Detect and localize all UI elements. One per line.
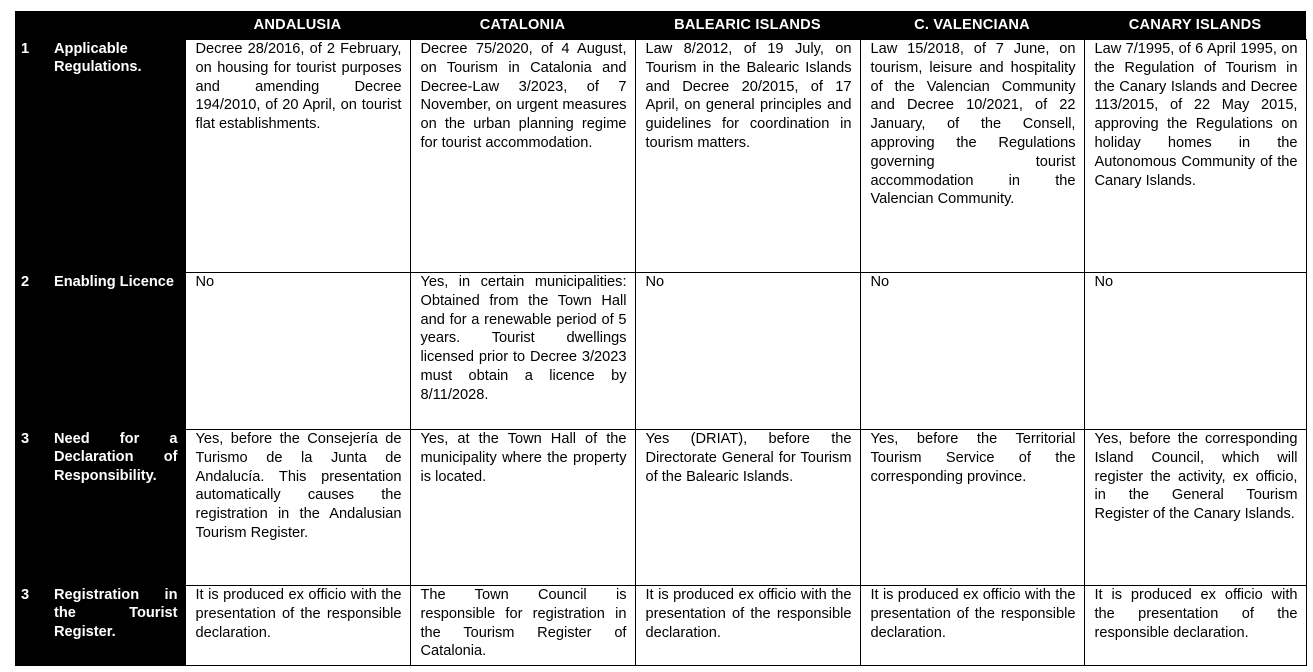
header-label-blank (54, 11, 185, 40)
table-cell: Yes, before the corresponding Island Council, which will register the activity, ex officio, in the General Tourism Register of the Canary Islands. (1084, 430, 1306, 586)
row-label: Enabling Licence (54, 273, 185, 430)
table-cell: No (635, 273, 860, 430)
table-cell: Yes, before the Consejería de Turismo de la Junta de Andalucía. This presentation automatically causes the registration in the Andalusian Tourism Register. (185, 430, 410, 586)
table-cell: Yes (DRIAT), before the Directorate General for Tourism of the Balearic Islands. (635, 430, 860, 586)
row-number: 3 (15, 430, 54, 586)
row-label: Applicable Regulations. (54, 40, 185, 273)
comparison-table-wrapper (15, 11, 1306, 666)
table-cell: Yes, in certain municipalities: Obtained from the Town Hall and for a renewable period of 5 years. Tourist dwellings licensed prior to Decree 3/2023 must obtain a licence by 8/11/2028. (410, 273, 635, 430)
table-cell: It is produced ex officio with the presentation of the responsible declaration. (635, 586, 860, 666)
table-row (15, 40, 1306, 273)
column-header-catalonia: CATALONIA (410, 11, 635, 40)
table-cell: Yes, at the Town Hall of the municipality where the property is located. (410, 430, 635, 586)
column-header-canary-islands: CANARY ISLANDS (1084, 11, 1306, 40)
table-cell: The Town Council is responsible for registration in the Tourism Register of Catalonia. (410, 586, 635, 666)
table-cell: It is produced ex officio with the presentation of the responsible declaration. (185, 586, 410, 666)
header-number-blank (15, 11, 54, 40)
regional-regulation-comparison-table (15, 11, 1307, 666)
table-cell: No (1084, 273, 1306, 430)
column-header-c-valenciana: C. VALENCIANA (860, 11, 1084, 40)
table-row (15, 586, 1306, 666)
table-cell: Yes, before the Territorial Tourism Service of the corresponding province. (860, 430, 1084, 586)
table-row (15, 273, 1306, 430)
table-cell: Decree 28/2016, of 2 February, on housing for tourist purposes and amending Decree 194/2010, of 20 April, on tourist flat establishments. (185, 40, 410, 273)
header-row (15, 11, 1306, 40)
column-header-andalusia: ANDALUSIA (185, 11, 410, 40)
row-number: 2 (15, 273, 54, 430)
table-row (15, 430, 1306, 586)
table-cell: Law 15/2018, of 7 June, on tourism, leisure and hospitality of the Valencian Community and Decree 10/2021, of 22 January, of the Consell, approving the Regulations governing tourist accommodation in the Valencian Community. (860, 40, 1084, 273)
table-cell: Law 8/2012, of 19 July, on Tourism in the Balearic Islands and Decree 20/2015, of 17 April, on general principles and guidelines for coordination in tourism matters. (635, 40, 860, 273)
row-label: Registration in the Tourist Register. (54, 586, 185, 666)
column-header-balearic-islands: BALEARIC ISLANDS (635, 11, 860, 40)
table-cell: Decree 75/2020, of 4 August, on Tourism in Catalonia and Decree-Law 3/2023, of 7 November, on urgent measures on the urban planning regime for tourist accommodation. (410, 40, 635, 273)
table-cell: It is produced ex officio with the presentation of the responsible declaration. (1084, 586, 1306, 666)
row-label: Need for a Declaration of Responsibility. (54, 430, 185, 586)
table-cell: Law 7/1995, of 6 April 1995, on the Regulation of Tourism in the Canary Islands and Decree 113/2015, of 22 May 2015, approving the Regulations on holiday homes in the Autonomous Community of the Canary Islands. (1084, 40, 1306, 273)
table-cell: No (860, 273, 1084, 430)
table-cell: No (185, 273, 410, 430)
table-cell: It is produced ex officio with the presentation of the responsible declaration. (860, 586, 1084, 666)
row-number: 1 (15, 40, 54, 273)
row-number: 3 (15, 586, 54, 666)
